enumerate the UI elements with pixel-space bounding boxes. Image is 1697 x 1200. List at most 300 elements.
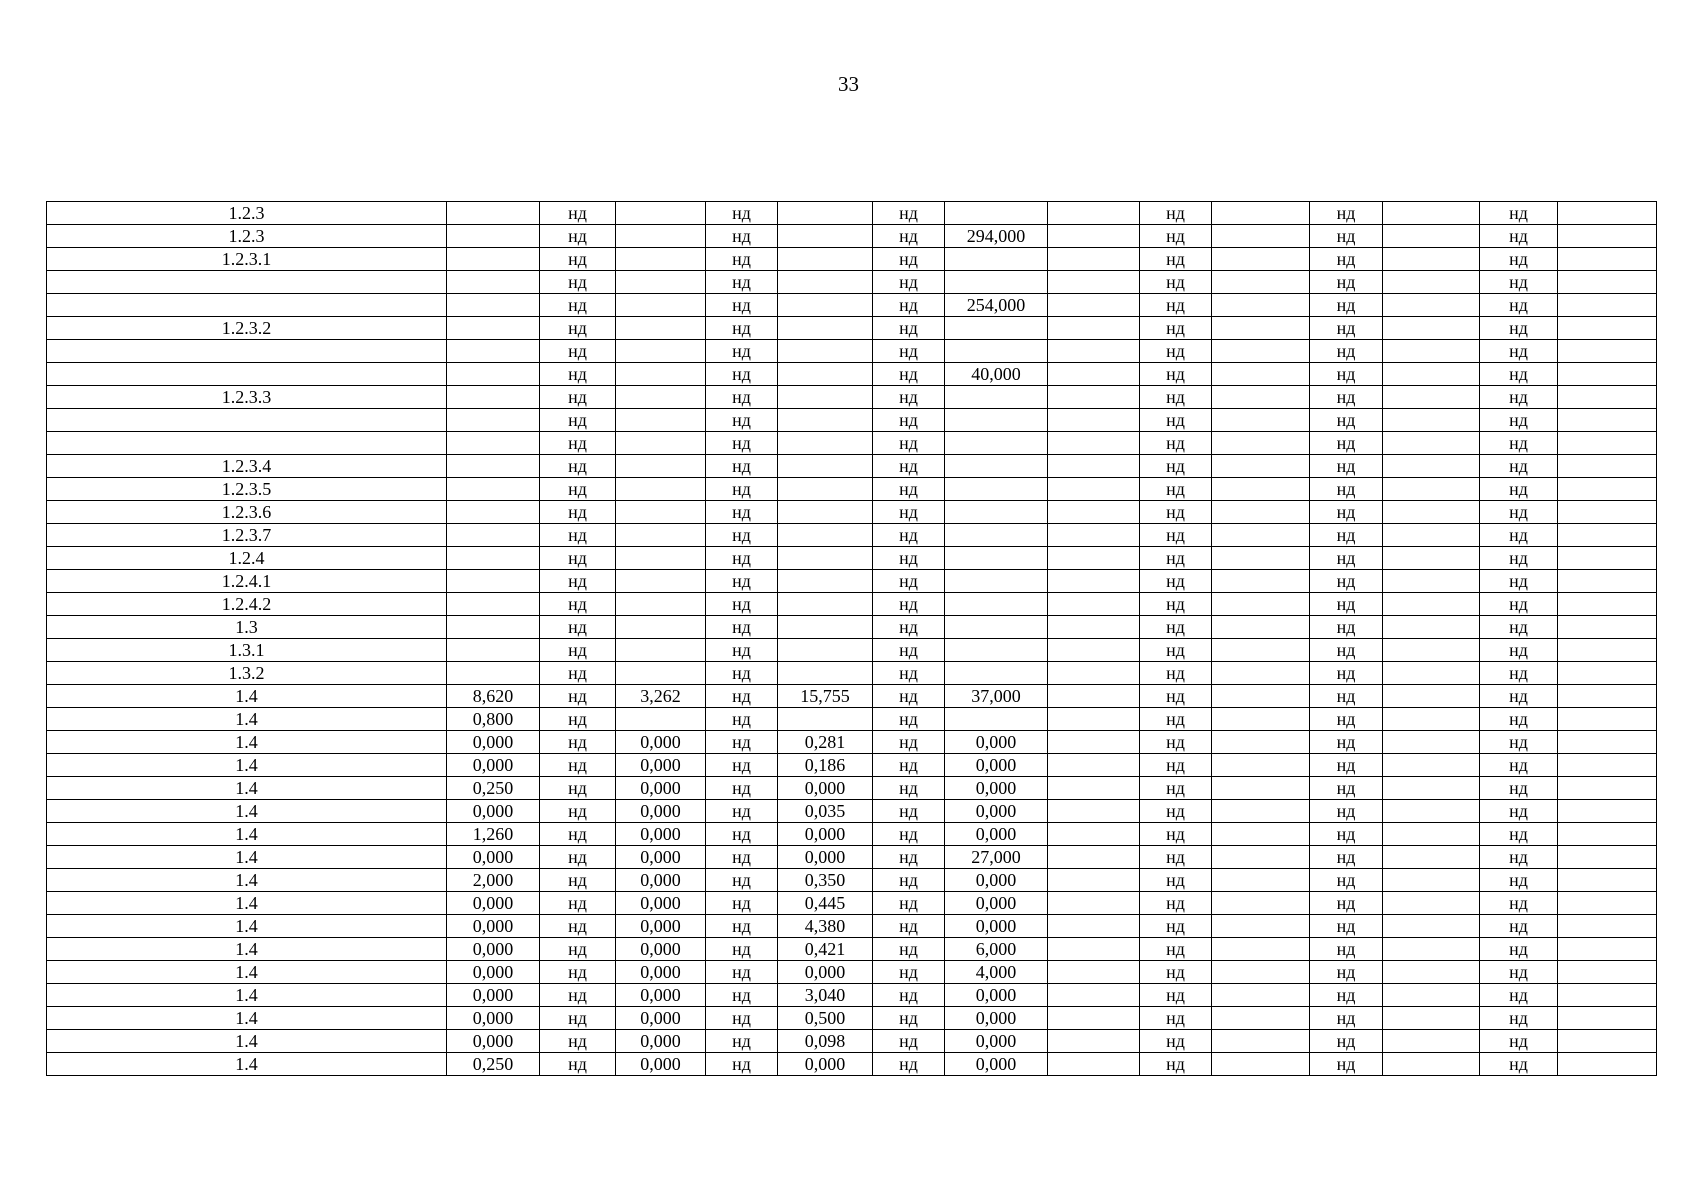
table-cell [447,271,540,294]
table-cell [1212,892,1310,915]
table-cell: нд [873,386,945,409]
table-cell: 6,000 [945,938,1048,961]
table-cell: нд [873,1030,945,1053]
table-cell: нд [1140,915,1212,938]
table-cell: нд [540,846,616,869]
table-cell [1383,800,1480,823]
table-cell [1383,547,1480,570]
table-cell [945,271,1048,294]
table-cell: нд [706,340,778,363]
table-cell: нд [540,363,616,386]
table-row [47,892,1657,915]
table-cell: нд [1140,708,1212,731]
table-cell [616,386,706,409]
table-cell [447,455,540,478]
table-cell: нд [1310,340,1383,363]
table-cell: нд [873,777,945,800]
table-cell: нд [873,547,945,570]
table-cell [1383,938,1480,961]
table-row [47,616,1657,639]
table-cell: нд [540,1007,616,1030]
table-cell: нд [540,984,616,1007]
row-code-cell [47,432,447,455]
table-cell [1383,869,1480,892]
table-cell [778,271,873,294]
table-cell: 0,000 [945,731,1048,754]
table-cell: нд [873,708,945,731]
table-cell [778,478,873,501]
table-cell: 0,000 [447,915,540,938]
table-cell: нд [1140,961,1212,984]
table-cell: 0,000 [945,892,1048,915]
table-cell [778,570,873,593]
table-cell [1212,202,1310,225]
table-cell [447,593,540,616]
table-cell: нд [1310,547,1383,570]
table-cell [945,248,1048,271]
table-cell: 0,000 [945,984,1048,1007]
table-cell [1558,501,1657,524]
table-cell: нд [1480,777,1558,800]
table-cell: нд [1480,432,1558,455]
row-code-cell: 1.4 [47,777,447,800]
table-cell [778,708,873,731]
table-row [47,1007,1657,1030]
table-cell: нд [540,225,616,248]
table-cell: нд [873,731,945,754]
table-cell [447,317,540,340]
table-cell: 0,000 [616,938,706,961]
table-cell: нд [540,202,616,225]
table-cell: 37,000 [945,685,1048,708]
table-cell [1048,1030,1140,1053]
table-cell [778,386,873,409]
table-cell: 0,000 [447,731,540,754]
table-cell: нд [706,777,778,800]
table-cell: 0,000 [945,1053,1048,1076]
table-cell [778,409,873,432]
row-code-cell [47,363,447,386]
table-cell: нд [1140,570,1212,593]
table-cell: 0,000 [447,892,540,915]
table-cell: нд [706,984,778,1007]
row-code-cell: 1.2.3.6 [47,501,447,524]
table-cell: нд [540,501,616,524]
table-cell: нд [540,1030,616,1053]
table-cell [1212,593,1310,616]
data-table [46,201,1657,1076]
table-cell: нд [1310,984,1383,1007]
table-cell: 0,000 [616,777,706,800]
table-cell: нд [1140,409,1212,432]
table-cell [447,340,540,363]
table-cell: нд [1480,708,1558,731]
table-cell [1212,708,1310,731]
table-cell [1383,708,1480,731]
table-cell: нд [873,570,945,593]
table-cell: нд [706,524,778,547]
table-cell: нд [1140,777,1212,800]
table-cell [1383,984,1480,1007]
table-cell [616,639,706,662]
table-cell: нд [1310,271,1383,294]
table-row [47,938,1657,961]
table-cell [1558,547,1657,570]
table-cell [1383,616,1480,639]
table-cell [447,363,540,386]
table-cell [447,478,540,501]
table-row [47,248,1657,271]
table-cell: нд [1310,248,1383,271]
table-cell [1212,570,1310,593]
table-cell: нд [1140,455,1212,478]
table-cell: нд [1480,1007,1558,1030]
table-cell: нд [1140,225,1212,248]
row-code-cell: 1.3 [47,616,447,639]
table-cell [1558,225,1657,248]
table-cell [1048,386,1140,409]
row-code-cell: 1.2.3.2 [47,317,447,340]
table-cell: нд [873,225,945,248]
table-cell: нд [1310,892,1383,915]
table-cell: нд [1140,1053,1212,1076]
table-cell [1048,685,1140,708]
table-row [47,386,1657,409]
table-cell: нд [1310,1053,1383,1076]
table-cell: нд [706,501,778,524]
table-cell [1558,616,1657,639]
table-cell: нд [873,432,945,455]
table-cell: нд [1140,662,1212,685]
table-cell: нд [1140,294,1212,317]
table-cell [616,593,706,616]
table-cell [945,340,1048,363]
table-cell: нд [1310,1030,1383,1053]
table-cell: нд [1310,846,1383,869]
table-cell: нд [1480,754,1558,777]
table-cell [1212,386,1310,409]
table-cell [1558,593,1657,616]
table-row [47,202,1657,225]
table-cell: 0,000 [778,1053,873,1076]
table-cell: нд [1140,501,1212,524]
table-cell [1048,593,1140,616]
table-cell [1048,823,1140,846]
table-cell: нд [706,386,778,409]
table-cell: 0,421 [778,938,873,961]
table-row [47,271,1657,294]
table-cell: 0,800 [447,708,540,731]
table-cell [1558,938,1657,961]
table-row [47,593,1657,616]
table-cell [1558,662,1657,685]
table-cell: нд [540,800,616,823]
table-cell [1048,639,1140,662]
table-cell: нд [706,823,778,846]
row-code-cell: 1.4 [47,1053,447,1076]
table-cell [616,363,706,386]
table-cell [1048,248,1140,271]
table-cell: нд [1140,363,1212,386]
table-cell: нд [1140,938,1212,961]
table-cell [1383,478,1480,501]
table-row [47,317,1657,340]
table-cell [447,294,540,317]
row-code-cell: 1.4 [47,754,447,777]
table-row [47,869,1657,892]
table-cell [1212,800,1310,823]
table-cell [1212,225,1310,248]
table-cell: 0,000 [945,1007,1048,1030]
table-cell: нд [540,547,616,570]
table-cell: 0,000 [447,1030,540,1053]
table-row [47,547,1657,570]
table-row [47,432,1657,455]
table-cell [1048,731,1140,754]
table-cell: нд [873,915,945,938]
table-row [47,662,1657,685]
table-cell: нд [873,294,945,317]
table-cell: 4,000 [945,961,1048,984]
row-code-cell: 1.4 [47,869,447,892]
table-cell [616,524,706,547]
table-cell [945,524,1048,547]
table-cell: нд [540,823,616,846]
table-cell: нд [540,869,616,892]
table-cell: 0,000 [945,823,1048,846]
table-cell [1048,317,1140,340]
table-cell: 0,281 [778,731,873,754]
row-code-cell: 1.2.4.2 [47,593,447,616]
table-cell [1383,455,1480,478]
table-cell: нд [1140,846,1212,869]
table-cell [447,386,540,409]
table-cell [1212,616,1310,639]
table-cell [1558,455,1657,478]
row-code-cell: 1.4 [47,708,447,731]
table-cell [616,662,706,685]
table-cell [1048,271,1140,294]
table-cell: нд [873,363,945,386]
table-cell [1558,271,1657,294]
table-cell: нд [1310,800,1383,823]
table-body [47,202,1657,1076]
table-cell [1212,501,1310,524]
table-cell [1558,1007,1657,1030]
row-code-cell: 1.4 [47,800,447,823]
table-cell: нд [1310,708,1383,731]
table-cell: нд [540,317,616,340]
table-cell: нд [706,1030,778,1053]
table-cell [447,432,540,455]
table-cell: нд [873,340,945,363]
table-cell: нд [1480,317,1558,340]
table-cell [1048,938,1140,961]
table-cell [1048,570,1140,593]
table-cell [616,547,706,570]
table-cell [1383,1053,1480,1076]
row-code-cell: 1.4 [47,961,447,984]
table-cell: нд [1310,593,1383,616]
table-cell [778,340,873,363]
table-cell [1048,501,1140,524]
table-cell [778,432,873,455]
table-cell [1212,1007,1310,1030]
table-cell [1212,639,1310,662]
table-cell [945,432,1048,455]
table-cell: 0,500 [778,1007,873,1030]
table-cell: 0,000 [616,961,706,984]
row-code-cell: 1.2.4 [47,547,447,570]
table-cell [1048,225,1140,248]
table-cell: нд [706,685,778,708]
table-cell: нд [1480,501,1558,524]
table-cell [778,524,873,547]
table-cell [1558,708,1657,731]
table-cell [1558,202,1657,225]
table-cell [1558,777,1657,800]
table-cell [778,616,873,639]
table-cell: нд [706,915,778,938]
table-cell: 294,000 [945,225,1048,248]
table-cell: нд [540,892,616,915]
table-cell [1383,432,1480,455]
table-cell: нд [1310,455,1383,478]
table-cell: нд [1310,1007,1383,1030]
table-row [47,685,1657,708]
table-cell [1048,409,1140,432]
table-cell [1048,961,1140,984]
table-cell: нд [1140,317,1212,340]
table-cell: нд [540,524,616,547]
table-cell: 0,350 [778,869,873,892]
table-cell: нд [706,961,778,984]
table-cell: нд [1310,685,1383,708]
table-cell: нд [706,317,778,340]
table-row [47,777,1657,800]
table-cell: 0,000 [447,754,540,777]
table-cell [1558,340,1657,363]
table-cell: 0,000 [447,800,540,823]
table-cell: 0,000 [616,800,706,823]
table-cell: 254,000 [945,294,1048,317]
table-cell: нд [873,639,945,662]
table-cell: 0,000 [945,800,1048,823]
table-cell: 0,000 [616,984,706,1007]
row-code-cell: 1.4 [47,984,447,1007]
table-cell: нд [1480,340,1558,363]
table-cell: нд [873,984,945,1007]
table-cell [1558,294,1657,317]
table-cell [616,317,706,340]
table-cell: нд [1310,616,1383,639]
table-cell: нд [1310,754,1383,777]
table-cell [1383,524,1480,547]
table-cell: нд [1310,731,1383,754]
table-row [47,363,1657,386]
table-cell [1048,869,1140,892]
table-cell [1212,754,1310,777]
table-cell [447,547,540,570]
table-cell [1048,294,1140,317]
table-cell [1212,731,1310,754]
table-cell: нд [873,938,945,961]
table-row [47,846,1657,869]
table-cell: нд [1310,317,1383,340]
table-cell: нд [706,202,778,225]
table-cell: нд [1140,271,1212,294]
table-cell [1558,409,1657,432]
table-cell [778,501,873,524]
table-cell: нд [1480,823,1558,846]
table-cell [447,639,540,662]
table-cell: нд [706,271,778,294]
table-cell [1048,984,1140,1007]
table-cell: нд [873,593,945,616]
row-code-cell: 1.2.3 [47,202,447,225]
table-cell: 0,000 [616,846,706,869]
table-cell: нд [706,225,778,248]
table-cell: нд [540,455,616,478]
table-cell: 15,755 [778,685,873,708]
row-code-cell [47,409,447,432]
table-cell: нд [540,915,616,938]
row-code-cell: 1.4 [47,938,447,961]
table-cell [1558,524,1657,547]
table-cell: 2,000 [447,869,540,892]
table-cell: нд [1480,1030,1558,1053]
table-cell: нд [873,202,945,225]
table-cell [945,317,1048,340]
table-cell [1383,892,1480,915]
table-cell: 0,000 [778,777,873,800]
table-cell: нд [1480,570,1558,593]
table-cell: 0,000 [945,915,1048,938]
table-cell: 0,000 [616,1007,706,1030]
table-cell [945,708,1048,731]
table-cell: нд [540,639,616,662]
table-cell: нд [540,386,616,409]
table-cell [616,202,706,225]
table-cell: нд [1140,1030,1212,1053]
table-cell: 0,098 [778,1030,873,1053]
table-cell: нд [1140,248,1212,271]
table-cell: нд [706,478,778,501]
table-cell [1558,800,1657,823]
table-cell [1048,754,1140,777]
table-cell: 0,000 [447,1007,540,1030]
table-cell: нд [1480,662,1558,685]
table-cell: нд [706,570,778,593]
table-cell [447,662,540,685]
table-cell: нд [1310,938,1383,961]
table-cell [1383,271,1480,294]
table-cell [1383,340,1480,363]
table-cell [1212,846,1310,869]
table-cell: нд [873,524,945,547]
row-code-cell [47,271,447,294]
table-row [47,754,1657,777]
table-cell: нд [1140,524,1212,547]
table-cell: нд [1310,432,1383,455]
table-cell [945,478,1048,501]
table-cell: нд [873,823,945,846]
table-cell: нд [1140,869,1212,892]
table-cell [945,409,1048,432]
table-cell: нд [706,248,778,271]
table-cell [447,501,540,524]
table-cell: нд [873,846,945,869]
